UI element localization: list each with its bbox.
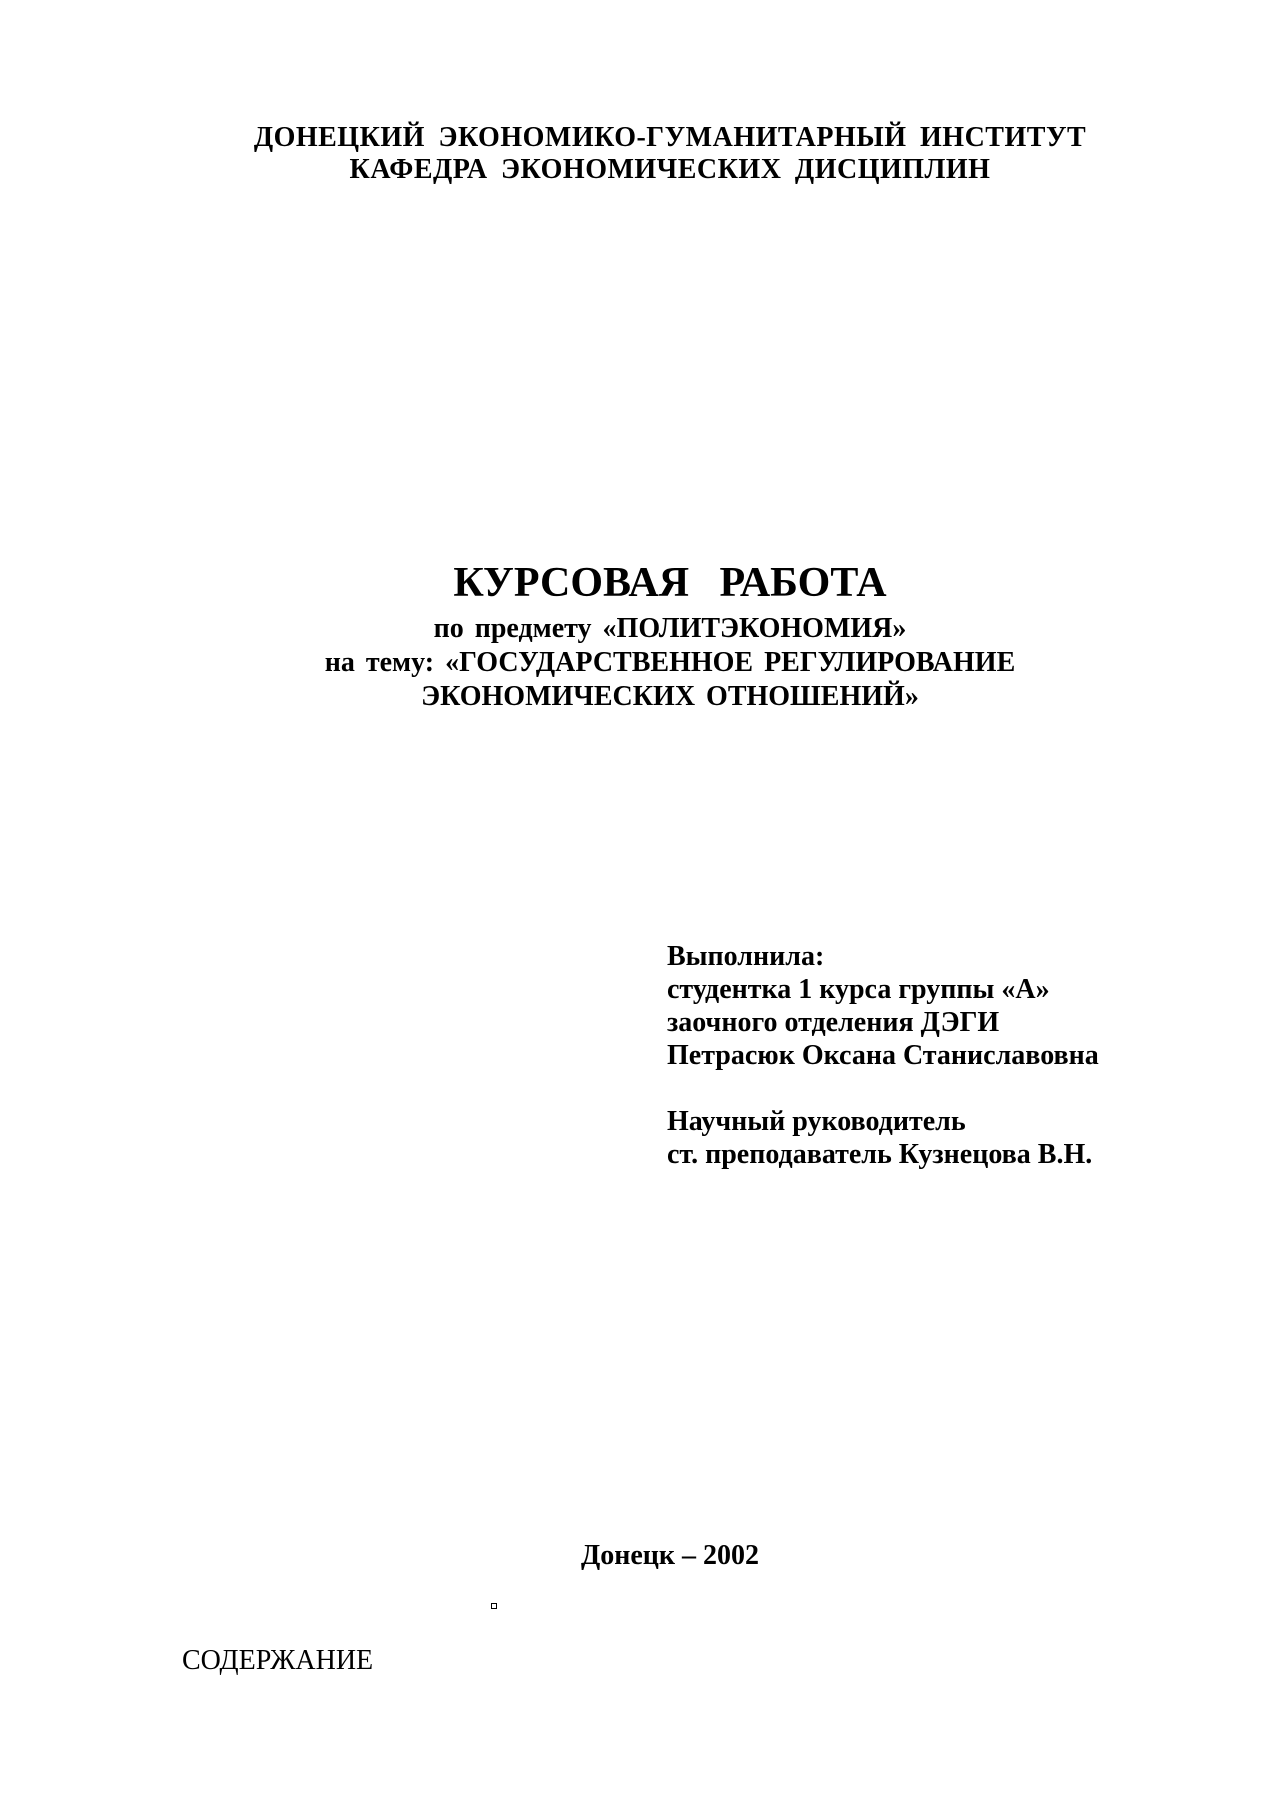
anchor-marker-icon: [491, 1603, 497, 1609]
title-page-header: [0, 122, 1280, 186]
supervisor-label: Научный руководитель: [667, 1106, 966, 1137]
work-type-title: КУРСОВАЯ РАБОТА: [453, 560, 887, 606]
city-year: Донецк – 2002: [580, 1540, 760, 1571]
work-title-block: [0, 558, 1280, 714]
topic-line-2: ЭКОНОМИЧЕСКИХ ОТНОШЕНИЙ»: [421, 681, 919, 712]
block-spacer: [667, 1072, 1099, 1105]
author-course-group: студентка 1 курса группы «А»: [667, 974, 1050, 1005]
author-label: Выполнила:: [667, 941, 825, 972]
topic-line-1: на тему: «ГОСУДАРСТВЕННОЕ РЕГУЛИРОВАНИЕ: [324, 647, 1016, 678]
subject-line: по предмету «ПОЛИТЭКОНОМИЯ»: [433, 613, 907, 644]
author-info-block: [667, 940, 1099, 1171]
author-department: заочного отделения ДЭГИ: [667, 1007, 1000, 1038]
department-name: КАФЕДРА ЭКОНОМИЧЕСКИХ ДИСЦИПЛИН: [349, 154, 991, 185]
institute-name: ДОНЕЦКИЙ ЭКОНОМИКО-ГУМАНИТАРНЫЙ ИНСТИТУТ: [253, 122, 1087, 153]
contents-heading: СОДЕРЖАНИЕ: [182, 1645, 374, 1676]
supervisor-name: ст. преподаватель Кузнецова В.Н.: [667, 1139, 1093, 1170]
author-name: Петрасюк Оксана Станиславовна: [667, 1040, 1099, 1071]
